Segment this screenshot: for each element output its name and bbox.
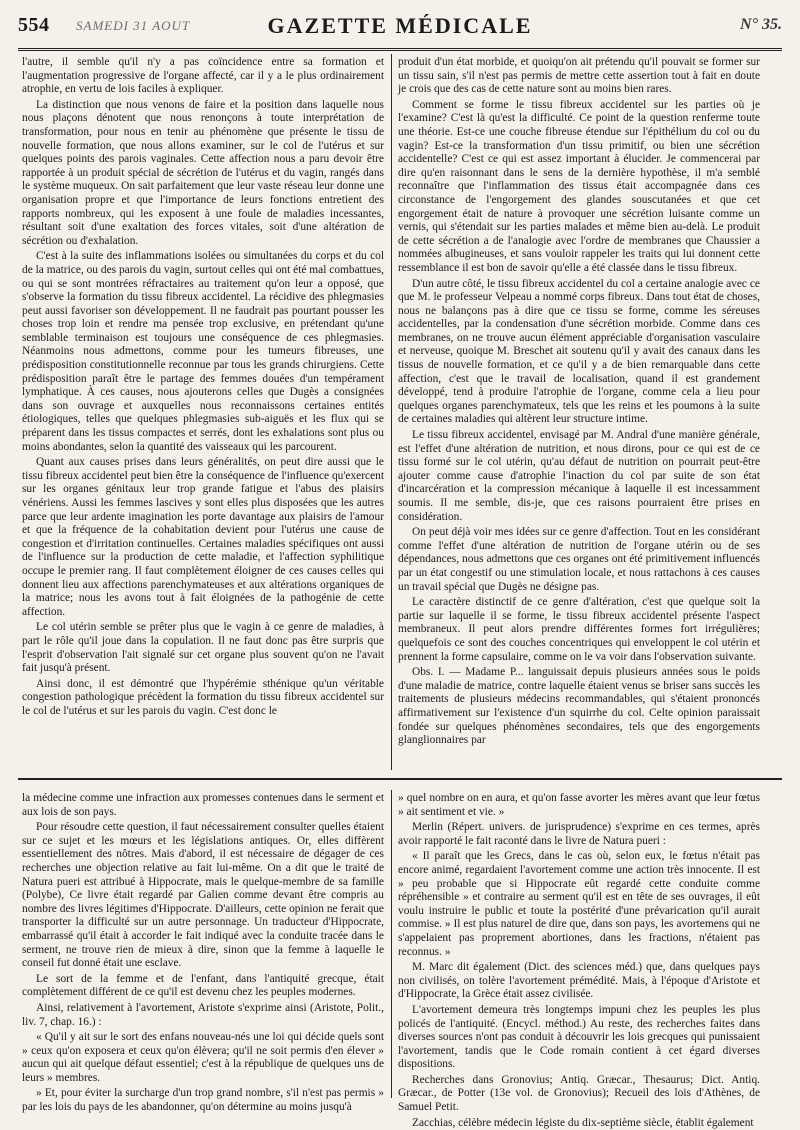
paragraph: M. Marc dit également (Dict. des sciences méd.) que, dans quelques pays non civilisés, on tolère l'avortement prémédité. Mais, à l'époque d'Aristote et d'Hippocrate, la Grèce était assez civilisée. xyxy=(398,961,760,1001)
quote-paragraph: » quel nombre on en aura, et qu'on fasse avorter les mères avant que leur fœtus » ait sentiment et vie. » xyxy=(398,792,760,818)
paragraph: Le tissu fibreux accidentel, envisagé par M. Andral d'une manière générale, est l'effet d'une altération de nutrition, et nous dirons, pour ce qui est de ce tissu formé sur le col utérin, qu'au défaut de nutrition on pourrait peut-être ajouter comme cause d'atrophie l'inaction du col par suite de son état d'incarcération et la compression mécanique à laquelle il est incessamment soumis. Il me semble, dis-je, que ces raisons pourraient être prises en considération. xyxy=(398,429,760,523)
references-paragraph: Recherches dans Gronovius; Antiq. Græcar., Thesaurus; Dict. Antiq. Græcar., de Potter (13e vol. de Gronovius); Recueil des lois d'Athènes, de Samuel Petit. xyxy=(398,1073,760,1114)
issue-number: N° 35. xyxy=(740,16,782,33)
publication-title: GAZETTE MÉDICALE xyxy=(267,13,533,38)
column-divider xyxy=(391,790,392,1098)
page-number: 554 xyxy=(18,14,50,36)
paragraph: Le sort de la femme et de l'enfant, dans l'antiquité grecque, était complètement différent de ce qu'il est devenu chez les peuples modernes. xyxy=(22,972,384,999)
paragraph: Le caractère distinctif de ce genre d'altération, c'est que quelque soit la partie sur laquelle il se forme, le tissu fibreux accidentel présente l'aspect membraneux. Il peut alors prendre différentes formes fort irrégulières; quelquefois ce sont des couches concentriques qui enveloppent le col utérin et prennent la forme capsulaire, comme on le va voir dans l'observation suivante. xyxy=(398,596,760,663)
column-left-top xyxy=(22,56,384,768)
feuilleton-separator xyxy=(18,778,782,780)
page-header xyxy=(18,8,782,51)
paragraph: Merlin (Répert. univers. de jurisprudence) s'exprime en ces termes, après avoir rapporté le fait raconté dans le livre de Natura pueri : xyxy=(398,821,760,847)
paragraph: On peut déjà voir mes idées sur ce genre d'affection. Tout en les considérant comme l'effet d'une altération de nutrition de l'organe utérin ou de ses dépendances, nous admettons que ces organes ont été primitivement influencés par un état congestif ou une stimulation locale, et nous rattachons à ces causes un travail spécial que Dugès ne désigne pas. xyxy=(398,526,760,593)
paragraph: produit d'un état morbide, et quoiqu'on ait prétendu qu'il pouvait se former sur un tissu sain, s'il n'est pas permis de mettre cette assertion tout à fait en doute je crois que des cas de cette nature sont au moins bien rares. xyxy=(398,56,760,96)
paragraph: La distinction que nous venons de faire et la position dans laquelle nous nous plaçons dénotent que nous renonçons à toute interprétation de transformation, pour nous en tenir au phénomène que présente le tissu de nouvelle formation, que nous allons examiner, sur le col de l'utérus et sur quelques points des parois vaginales. Cette affection nous a paru devoir être rapportée à un produit spécial de sécrétion de l'utérus et du vagin, rangés dans le système muqueux. On sait parfaitement que leur vaste réseau leur donne une organisation propre et que l'importance de leurs fonctions entretient des rapports nombreux, qui les exposent à une foule de maladies incessantes, résultant soit d'une exaltation des forces vitales, soit d'une altération de sécrétion ou d'exhalation. xyxy=(22,98,384,247)
quote-paragraph: » Et, pour éviter la surcharge d'un trop grand nombre, s'il n'est pas permis » par les lois du pays de les abandonner, qu'on détermine au moins jusqu'à xyxy=(22,1087,384,1114)
paragraph: Ainsi, relativement à l'avortement, Aristote s'exprime ainsi (Aristote, Polit., liv. 7, chap. 16.) : xyxy=(22,1001,384,1028)
paragraph: Quant aux causes prises dans leurs généralités, on peut dire aussi que le tissu fibreux accidentel peut bien être la conséquence de l'influence qu'exercent sur les organes génitaux leur trop grande fatigue et l'abus des plaisirs vénériens. Aussi les femmes lascives y sont elles plus disposées que les autres parce que leur ardente imagination les porte davantage aux plaisirs de l'amour et que la fréquence de la cohabitation devient pour l'utérus une cause de congestion et d'irritation continuelles. Certaines maladies spécifiques ont aussi de l'influence sur la production de cette maladie, et l'affection syphilitique occupe le premier rang. Il faut complètement éloigner de ces causes celles qui donnent lieu aux affections parenchymateuses et aux altérations organiques de la matrice; nous les avons tout à fait éloignées de la pathogénie de cette affection. xyxy=(22,456,384,618)
paragraph: Ainsi donc, il est démontré que l'hypérémie sthénique qu'un véritable congestion pathologique précèdent la formation du tissu fibreux accidentel sur le col de l'utérus et sur les parois du vagin. C'est donc le xyxy=(22,677,384,717)
paragraph: Zacchias, célèbre médecin légiste du dix-septième siècle, établit également xyxy=(412,1116,754,1129)
issue-date: SAMEDI 31 AOUT xyxy=(76,18,191,33)
column-left-bottom xyxy=(22,792,384,1114)
observation-paragraph: Obs. I. — Madame P... languissait depuis plusieurs années sous le poids d'une maladie de matrice, contre laquelle étaient venus se briser sans succès les traitements de plusieurs médecins recommandables, qui s'étaient prononcés affirmativement sur l'existence d'un squirrhe du col. Celte opinion paraissait fondée sur quelques phénomènes secondaires, tels que des engorgements glanglionnaires par xyxy=(398,666,760,747)
paragraph: l'autre, il semble qu'il n'y a pas coïncidence entre sa formation et l'augmentation progressive de l'organe affecté, car il y a le plus ordinairement atrophie, en vertu de lois faciles à expliquer. xyxy=(22,56,384,96)
quote-paragraph: « Il paraît que les Grecs, dans le cas où, selon eux, le fœtus n'était pas encore animé, regardaient l'avortement comme une action très innocente. Il est » peu probable que si Hippocrate eût regardé cette conduite comme répréhensible » et contraire au serment qu'il est en tête de ses ouvrages, il eût voulu instruire le public et toute la postérité d'une prévarication qu'il aurait commise. » Il est plus naturel de dire que, dans son pays, les avortemens qui ne s'appelaient pas proprement abortiones, dans les fractions, n'étaient pas reconnus. » xyxy=(398,850,760,958)
column-right-top xyxy=(398,56,760,768)
paragraph: Comment se forme le tissu fibreux accidentel sur les parties où je l'examine? C'est là qu'est la difficulté. Ce point de la question renferme toute une théorie. Est-ce une couche fibreuse étendue sur l'épithélium du col ou du vagin? Est-ce la transformation d'un tissu primitif, ou bien une sécrétion accidentelle? C'est ce qui est assez important à élucider. Je commencerai par dire qu'en raisonnant dans le sens de la dernière hypothèse, il m'a semblé reconnaître que l'inflammation des tissus était accompagnée dans ces circonstance de l'engorgement des glandes souscutanées et que cet engorgement était de nature à provoquer une sécrétion luisante comme un vernis, qui s'étendait sur les parties malades et même bien au-delà. Le produit de cette sécrétion a de l'analogie avec l'ordre de membranes que Chaussier a nommées albugineuses, et sans vouloir rappeler les traits qui lui donnent cette ressemblance il est bon de savoir qu'elle a été classée dans le tissu fibreux. xyxy=(398,98,760,274)
column-divider xyxy=(391,54,392,770)
paragraph: D'un autre côté, le tissu fibreux accidentel du col a certaine analogie avec ce que M. le professeur Velpeau a nommé corps fibreux. Dans tout état de choses, nous ne balançons pas à dire que ce tissu se forme, comme les séreuses accidentelles, par la condensation d'une sécrétion morbide. Comme dans ces membranes, on ne trouve aucun élément appréciable d'organisation vasculaire et nerveuse, quoique M. Breschet ait soutenu qu'il y avait des canaux dans les tissus de nouvelle formation, et ce qu'il y a de bien remarquable dans cette affection, c'est que le travail de localisation, quand il est grandement développé, tend à produire l'atrophie de l'organe, comme cela a lieu pour quelques organes parenchymateux, tels que les reins et les poumons à la suite de certaines maladies qui altèrent leur structure intime. xyxy=(398,277,760,426)
paragraph: C'est à la suite des inflammations isolées ou simultanées du corps et du col de la matrice, ou des parois du vagin, surtout celles qui ont été mal combattues, ou qui se sont montrées réfractaires au traitement qu'on leur a opposé, que s'observe la formation du tissu fibreux accidentel. La récidive des phlegmasies peut aussi favoriser son développement. Il ne faudrait pas pourtant pousser les choses trop loin et rendre ma pensée trop exclusive, en prétendant qu'une semblable terminaison est toujours une conséquence de ces phlegmasies. Néanmoins nous admettons, comme pour les tumeurs fibreuses, une prédisposition constitutionnelle reconnue par tous les grands chirurgiens. Cette prédisposition paraît être le partage des femmes douées d'un tempérament lymphatique. À ces causes, nous ajouterons celles que Dugès a consignées dans son ouvrage et auxquelles nous reconnaissons certaines entités étiologiques, telles que quelques phlegmasies sub-aiguës et les flux qui se préparent dans les tissus compactes et serrés, dont les exhalations sont plus ou moins abondantes, selon la quantité des vaisseaux qui les parcourent. xyxy=(22,250,384,453)
paragraph: Pour résoudre cette question, il faut nécessairement consulter quelles étaient sur ce sujet et les mœurs et les législations antiques. Or, elles diffèrent essentiellement des nôtres. Mais d'abord, il est nécessaire de dégager de ces recherches une objection relative au fait lui-même. On a dit que le traité de Natura pueri est attribué à Hippocrate, mais le quelque-membre de sa famille (Polybe), Ce livre était regardé par Galien comme devant être compris au nombre des livres légitimes d'Hippocrate. D'ailleurs, cette opinion ne ferait que transporter la difficulté sur un autre personnage. Un traducteur d'Hippocrate, embarrassé qu'il était à accorder le fait indiqué avec la conduite tracée dans le serment, ne trouve rien de mieux à dire, sinon que la femme à laquelle le conseil fut donné était une esclave. xyxy=(22,821,384,970)
paragraph: L'avortement demeura très longtemps impuni chez les peuples les plus policés de l'antiquité. (Encycl. méthod.) Au reste, des recherches faites dans diverses sources n'ont pas conduit à découvrir les lois grecques qui punissaient l'avortement, tandis que le Code romain contient à cet égard diverses dispositions. xyxy=(398,1003,760,1071)
column-right-bottom xyxy=(398,792,760,1129)
paragraph: Le col utérin semble se prêter plus que le vagin à ce genre de maladies, à part le rôle qu'il joue dans la copulation. Il ne faut donc pas être surpris que l'esprit d'observation l'ait signalé sur cet organe plus souvent qu'on ne l'avait fait jusqu'à présent. xyxy=(22,621,384,675)
paragraph: la médecine comme une infraction aux promesses contenues dans le serment et aux lois de son pays. xyxy=(22,792,384,818)
quote-paragraph: « Qu'il y ait sur le sort des enfans nouveau-nés une loi qui décide quels sont » ceux qu'on exposera et ceux qu'on élèvera; qu'il ne soit permis d'en élever » aucun qui ait quelque défaut essentiel; c'est à la république de quelques uns de leurs » membres. xyxy=(22,1031,384,1084)
